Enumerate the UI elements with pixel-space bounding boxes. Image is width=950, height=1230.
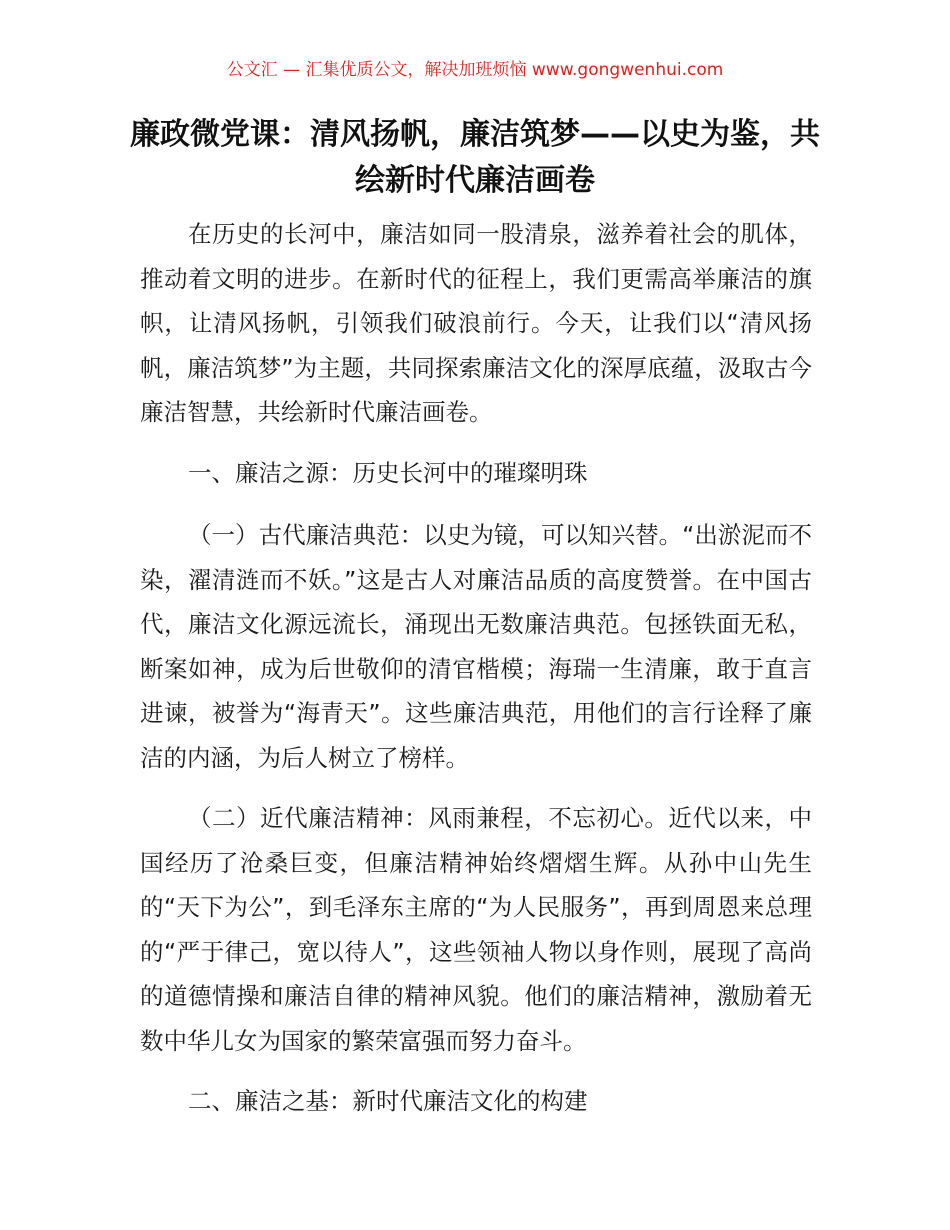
intro-paragraph: 在历史的长河中，廉洁如同一股清泉，滋养着社会的肌体，推动着文明的进步。在新时代的征程上，我们更需高举廉洁的旗帜，让清风扬帆，引领我们破浪前行。今天，让我们以“清风扬帆，廉洁筑梦”为主题，共同探索廉洁文化的深厚底蕴，汲取古今廉洁智慧，共绘新时代廉洁画卷。 bbox=[140, 220, 812, 426]
subsection-paragraph-2: （二）近代廉洁精神：风雨兼程，不忘初心。近代以来，中国经历了沧桑巨变，但廉洁精神始终熠熠生辉。从孙中山先生的“天下为公”，到毛泽东主席的“为人民服务”，再到周恩来总理的“严于律己，宽以待人”，这些领袖人物以身作则，展现了高尚的道德情操和廉洁自律的精神风貌。他们的廉洁精神，激励着无数中华儿女为国家的繁荣富强而努力奋斗。 bbox=[140, 804, 812, 1055]
subsection-paragraph-1: （一）古代廉洁典范：以史为镜，可以知兴替。“出淤泥而不染，濯清涟而不妖。”这是古人对廉洁品质的高度赞誉。在中国古代，廉洁文化源远流长，涌现出无数廉洁典范。包拯铁面无私，断案如神，成为后世敬仰的清官楷模；海瑞一生清廉，敢于直言进谏，被誉为“海青天”。这些廉洁典范，用他们的言行诠释了廉洁的内涵，为后人树立了榜样。 bbox=[140, 521, 812, 772]
page-title: 廉政微党课：清风扬帆，廉洁筑梦——以史为鉴，共绘新时代廉洁画卷 bbox=[130, 117, 820, 198]
document-body bbox=[140, 212, 812, 1142]
section-heading-1: 一、廉洁之源：历史长河中的璀璨明珠 bbox=[188, 458, 588, 487]
header-banner: 公文汇 — 汇集优质公文，解决加班烦恼 www.gongwenhui.com bbox=[226, 60, 724, 80]
section-heading-2: 二、廉洁之基：新时代廉洁文化的构建 bbox=[188, 1087, 588, 1115]
